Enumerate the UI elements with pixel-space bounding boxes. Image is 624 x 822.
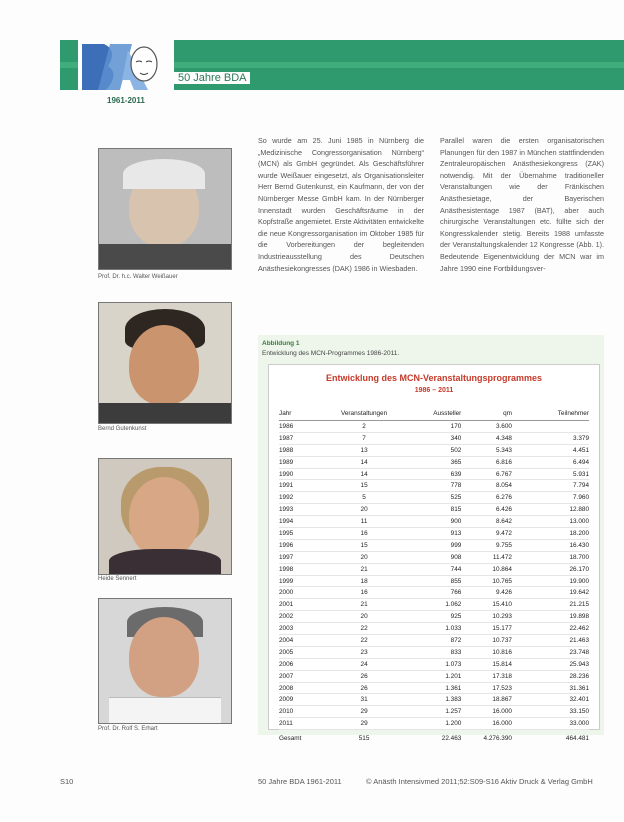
table-cell: 9.472 (461, 528, 512, 540)
table-cell: 29 (324, 718, 405, 730)
table-cell: 2010 (279, 706, 324, 718)
table-total-row (279, 730, 589, 744)
table-period: 1986 – 2011 (414, 387, 454, 394)
table-cell: 31 (324, 694, 405, 706)
table-cell: 10.293 (461, 611, 512, 623)
table-cell: 5.931 (512, 468, 589, 480)
col-header: Teilnehmer (512, 410, 589, 421)
table-cell: 6.494 (512, 456, 589, 468)
table-cell: 2009 (279, 694, 324, 706)
table-cell: Gesamt (279, 730, 324, 744)
table-cell: 5 (324, 492, 405, 504)
figure-subtitle: Entwicklung des MCN-Programmes 1986-2011. (262, 350, 400, 357)
table-cell: 4.348 (461, 432, 512, 444)
table-cell: 340 (405, 432, 462, 444)
table-cell: 2004 (279, 635, 324, 647)
table-cell: 15 (324, 480, 405, 492)
table-cell: 872 (405, 635, 462, 647)
table-cell: 20 (324, 611, 405, 623)
table-row (279, 432, 589, 444)
table-cell: 1.200 (405, 718, 462, 730)
table-cell: 6.426 (461, 504, 512, 516)
table-cell: 2002 (279, 611, 324, 623)
col-header: Veranstaltungen (324, 410, 405, 421)
table-cell: 26 (324, 682, 405, 694)
table-cell: 855 (405, 575, 462, 587)
table-cell: 26.170 (512, 563, 589, 575)
table-cell: 10.765 (461, 575, 512, 587)
table-cell: 12.880 (512, 504, 589, 516)
table-cell: 33.150 (512, 706, 589, 718)
photo-caption: Heide Sennert (98, 576, 137, 582)
table-cell: 21.215 (512, 599, 589, 611)
figure-table-panel (268, 364, 600, 743)
table-cell: 1997 (279, 551, 324, 563)
table-cell: 365 (405, 456, 462, 468)
table-cell: 502 (405, 444, 462, 456)
table-row (279, 444, 589, 456)
table-cell: 10.864 (461, 563, 512, 575)
table-cell: 22.462 (512, 623, 589, 635)
table-cell: 23.748 (512, 646, 589, 658)
table-cell: 2011 (279, 718, 324, 730)
table-cell: 32.401 (512, 694, 589, 706)
table-row (279, 694, 589, 706)
table-cell: 1993 (279, 504, 324, 516)
table-cell: 3.600 (461, 421, 512, 433)
table-cell: 6.816 (461, 456, 512, 468)
table-row (279, 599, 589, 611)
table-row (279, 718, 589, 730)
table-cell: 1995 (279, 528, 324, 540)
table-cell: 18.200 (512, 528, 589, 540)
table-cell: 9.426 (461, 587, 512, 599)
table-cell: 23 (324, 646, 405, 658)
table-cell: 515 (324, 730, 405, 744)
table-cell: 15 (324, 539, 405, 551)
table-cell: 464.481 (512, 730, 589, 744)
table-cell: 2003 (279, 623, 324, 635)
table-header-row (279, 410, 589, 421)
photo-caption: Prof. Dr. Rolf S. Erhart (98, 726, 158, 732)
table-cell: 1988 (279, 444, 324, 456)
table-cell: 10.816 (461, 646, 512, 658)
figure-label: Abbildung 1 (262, 340, 300, 347)
table-cell: 7.960 (512, 492, 589, 504)
table-cell: 16.000 (461, 718, 512, 730)
table-row (279, 456, 589, 468)
table-cell: 18.867 (461, 694, 512, 706)
table-cell: 1986 (279, 421, 324, 433)
table-row (279, 623, 589, 635)
table-cell: 18.700 (512, 551, 589, 563)
table-cell: 170 (405, 421, 462, 433)
header-years: 1961-2011 (107, 96, 145, 105)
table-row (279, 492, 589, 504)
table-cell: 19.642 (512, 587, 589, 599)
table-cell: 2008 (279, 682, 324, 694)
table-cell: 15.410 (461, 599, 512, 611)
footer-center: 50 Jahre BDA 1961-2011 (258, 777, 342, 786)
table-cell: 1994 (279, 516, 324, 528)
table-row (279, 504, 589, 516)
table-cell: 21 (324, 563, 405, 575)
table-cell: 6.276 (461, 492, 512, 504)
table-title: Entwicklung des MCN-Veranstaltungsprogrammes (325, 373, 543, 383)
table-cell: 15.814 (461, 658, 512, 670)
table-cell: 639 (405, 468, 462, 480)
table-cell: 14 (324, 468, 405, 480)
col-header: Jahr (279, 410, 324, 421)
table-cell: 1.073 (405, 658, 462, 670)
table-cell: 17.318 (461, 670, 512, 682)
table-cell: 1.361 (405, 682, 462, 694)
table-cell: 16.000 (461, 706, 512, 718)
photo-caption: Prof. Dr. h.c. Walter Weißauer (98, 274, 178, 280)
table-row (279, 468, 589, 480)
table-cell: 1992 (279, 492, 324, 504)
table-cell: 11 (324, 516, 405, 528)
table-row (279, 682, 589, 694)
table-cell (512, 421, 589, 433)
table-cell: 2001 (279, 599, 324, 611)
table-cell: 6.767 (461, 468, 512, 480)
table-row (279, 670, 589, 682)
table-cell: 8.054 (461, 480, 512, 492)
table-row (279, 646, 589, 658)
table-row (279, 706, 589, 718)
table-cell: 778 (405, 480, 462, 492)
table-cell: 2000 (279, 587, 324, 599)
table-cell: 1.033 (405, 623, 462, 635)
table-cell: 833 (405, 646, 462, 658)
table-cell: 900 (405, 516, 462, 528)
table-cell: 16.430 (512, 539, 589, 551)
table-cell: 525 (405, 492, 462, 504)
table-row (279, 587, 589, 599)
col-header: Aussteller (405, 410, 462, 421)
table-cell: 17.523 (461, 682, 512, 694)
table-cell: 31.361 (512, 682, 589, 694)
table-cell: 21 (324, 599, 405, 611)
table-cell: 16 (324, 587, 405, 599)
table-cell: 13.000 (512, 516, 589, 528)
table-cell: 25.943 (512, 658, 589, 670)
table-cell: 2005 (279, 646, 324, 658)
table-cell: 7.794 (512, 480, 589, 492)
table-cell: 11.472 (461, 551, 512, 563)
body-text-column-1: So wurde am 25. Juni 1985 in Nürnberg die „Medizinische Congressorganisation Nürnberg“ (MCN) als GmbH gegründet. Als Geschäftsführer wurde Weißauer eingesetzt, als Organisationsleiter Herr Bernd Gutenkunst, ein Kaufmann, der von der Nürnberger Messe GmbH kam. In der Nürnberger Innenstadt wurden Geschäftsräume in der Kopfstraße angemietet. Erste Aktivitäten entwickelte die neue Kongressorganisation im Oktober 1985 für die Vorbereitungen der begleitenden Industrieausstellung des Deutschen Anästhesiekongresses (DAK) 1986 in Wiesbaden. (258, 136, 424, 273)
table-row (279, 480, 589, 492)
col-header: qm (461, 410, 512, 421)
portrait-photo (98, 598, 232, 724)
table-cell: 913 (405, 528, 462, 540)
table-cell: 20 (324, 504, 405, 516)
table-cell: 9.755 (461, 539, 512, 551)
table-cell: 22.463 (405, 730, 462, 744)
table-row (279, 563, 589, 575)
table-cell: 744 (405, 563, 462, 575)
bda-logo (78, 40, 174, 98)
portrait-photo (98, 302, 232, 424)
table-cell: 2007 (279, 670, 324, 682)
table-cell: 4.451 (512, 444, 589, 456)
photo-caption: Bernd Gutenkunst (98, 426, 147, 432)
table-row (279, 575, 589, 587)
page-number: S10 (60, 777, 74, 786)
table-cell: 28.236 (512, 670, 589, 682)
table-cell: 1990 (279, 468, 324, 480)
table-cell: 999 (405, 539, 462, 551)
body-text-column-2: Parallel waren die ersten organisatorischen Planungen für den 1987 in München stattfindenden Zentraleuropäischen Anästhesiekongress (ZAK) notwendig. Mit der Übernahme traditioneller Veranstaltungen wie der Fränkischen Anästhesietage, der Bayerischen Anästhesistentage 1987 (BAT), aber auch chirurgische Veranstaltungen etc. füllte sich der Kongresskalender stetig. Bereits 1988 umfasste der Veranstaltungskalender 12 Kongresse (Abb. 1). Bedeutende Eigenentwicklung der MCN war im Jahre 1990 eine Fortbildungsver- (440, 136, 604, 273)
table-cell: 2006 (279, 658, 324, 670)
table-cell: 18 (324, 575, 405, 587)
header-title: 50 Jahre BDA (174, 72, 250, 84)
table-row (279, 516, 589, 528)
table-cell: 33.000 (512, 718, 589, 730)
footer-copyright: © Anästh Intensivmed 2011;52:S09-S16 Aktiv Druck & Verlag GmbH (366, 777, 593, 786)
table-cell: 1999 (279, 575, 324, 587)
table-cell: 3.379 (512, 432, 589, 444)
table-cell: 1987 (279, 432, 324, 444)
table-cell: 1.062 (405, 599, 462, 611)
table-cell: 1.201 (405, 670, 462, 682)
table-row (279, 658, 589, 670)
table-cell: 20 (324, 551, 405, 563)
table-cell: 1998 (279, 563, 324, 575)
events-table (279, 410, 589, 744)
table-cell: 5.343 (461, 444, 512, 456)
table-cell: 16 (324, 528, 405, 540)
table-cell: 22 (324, 635, 405, 647)
table-cell: 815 (405, 504, 462, 516)
table-cell: 26 (324, 670, 405, 682)
table-row (279, 539, 589, 551)
table-cell: 8.642 (461, 516, 512, 528)
table-cell: 14 (324, 456, 405, 468)
table-cell: 29 (324, 706, 405, 718)
table-cell: 925 (405, 611, 462, 623)
table-cell: 908 (405, 551, 462, 563)
table-cell: 1991 (279, 480, 324, 492)
table-cell: 22 (324, 623, 405, 635)
table-cell: 766 (405, 587, 462, 599)
table-row (279, 611, 589, 623)
table-cell: 4.276.390 (461, 730, 512, 744)
table-cell: 1.257 (405, 706, 462, 718)
portrait-photo (98, 148, 232, 270)
table-row (279, 635, 589, 647)
table-cell: 1989 (279, 456, 324, 468)
table-cell: 13 (324, 444, 405, 456)
table-row (279, 528, 589, 540)
table-row (279, 551, 589, 563)
portrait-photo (98, 458, 232, 575)
table-cell: 24 (324, 658, 405, 670)
table-cell: 19.898 (512, 611, 589, 623)
table-cell: 10.737 (461, 635, 512, 647)
table-cell: 19.900 (512, 575, 589, 587)
table-cell: 7 (324, 432, 405, 444)
table-cell: 2 (324, 421, 405, 433)
table-cell: 15.177 (461, 623, 512, 635)
table-row (279, 421, 589, 433)
table-cell: 1.383 (405, 694, 462, 706)
table-cell: 21.463 (512, 635, 589, 647)
table-cell: 1996 (279, 539, 324, 551)
